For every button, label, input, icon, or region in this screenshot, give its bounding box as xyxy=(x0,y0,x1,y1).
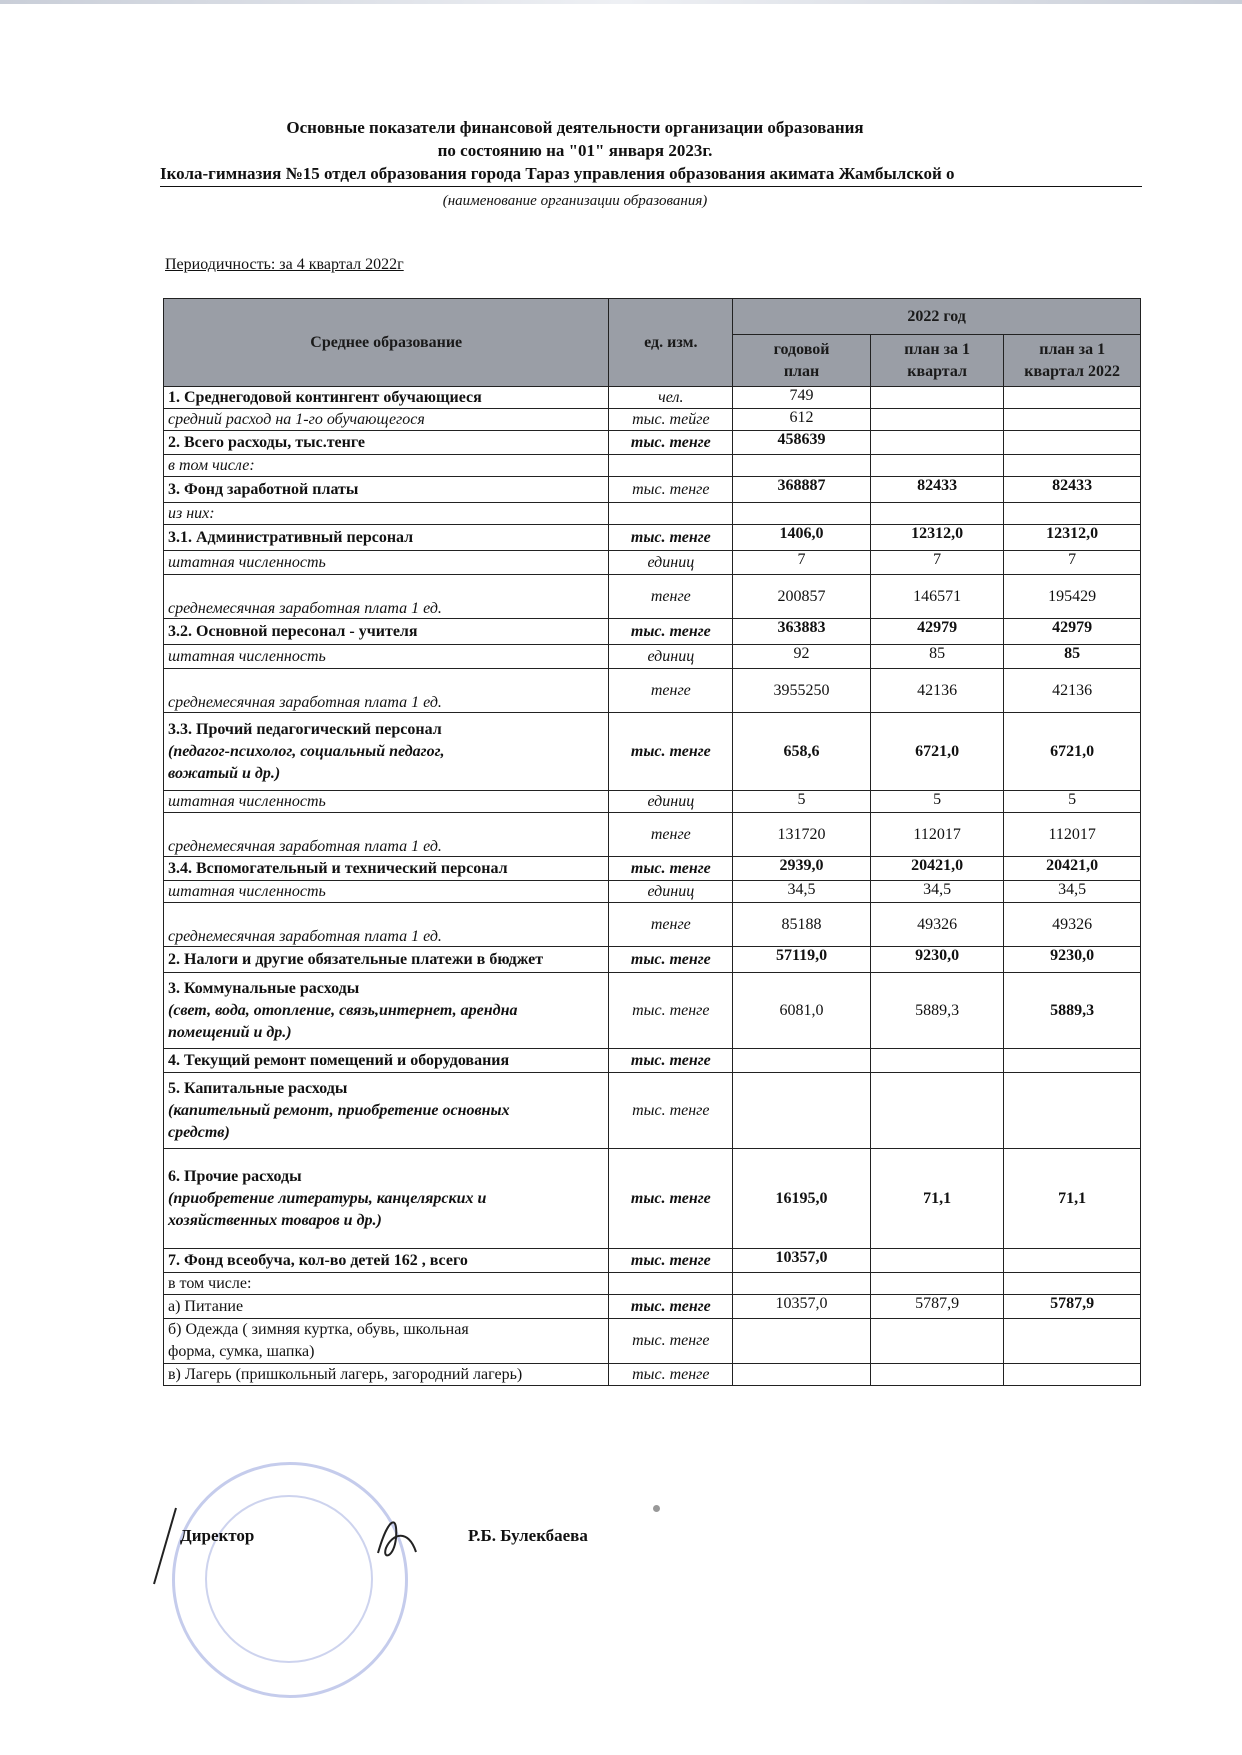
row-value-v3 xyxy=(1004,409,1141,431)
row-value-v3 xyxy=(1004,1073,1141,1149)
row-value-v3 xyxy=(1004,1049,1141,1073)
row-value-v2: 146571 xyxy=(870,575,1003,619)
row-label: 3.2. Основной пересонал - учителя xyxy=(164,619,609,645)
table-row xyxy=(164,973,1141,1049)
table-row xyxy=(164,387,1141,409)
row-value-v3: 112017 xyxy=(1004,813,1141,857)
table-row xyxy=(164,503,1141,525)
row-label: в том числе: xyxy=(164,455,609,477)
row-label: б) Одежда ( зимняя куртка, обувь, школьная форма, сумка, шапка) xyxy=(164,1319,609,1364)
table-row xyxy=(164,857,1141,881)
org-stamp xyxy=(172,1462,408,1698)
table-row xyxy=(164,669,1141,713)
row-unit: тыс. тенге xyxy=(609,1249,733,1273)
row-unit: единиц xyxy=(609,551,733,575)
row-value-v3 xyxy=(1004,1364,1141,1386)
row-value-v3 xyxy=(1004,1319,1141,1364)
table-row xyxy=(164,1295,1141,1319)
period-label: Периодичность: за 4 квартал 2022г xyxy=(165,256,404,273)
row-unit: тенге xyxy=(609,575,733,619)
row-label: 3.3. Прочий педагогический персонал (педагог-психолог, социальный педагог, вожатый и др.) xyxy=(164,713,609,791)
row-unit: тыс. тенге xyxy=(609,477,733,503)
table-row xyxy=(164,1149,1141,1249)
row-value-v2: 20421,0 xyxy=(870,857,1003,881)
table-row xyxy=(164,551,1141,575)
row-label: штатная численность xyxy=(164,881,609,903)
row-unit: единиц xyxy=(609,645,733,669)
row-label: в) Лагерь (пришкольный лагерь, загородний лагерь) xyxy=(164,1364,609,1386)
row-value-v3: 12312,0 xyxy=(1004,525,1141,551)
row-value-v1: 16195,0 xyxy=(733,1149,871,1249)
row-value-v2 xyxy=(870,1319,1003,1364)
table-row xyxy=(164,903,1141,947)
row-value-v1: 92 xyxy=(733,645,871,669)
row-unit: тыс. тенге xyxy=(609,525,733,551)
row-unit: тенге xyxy=(609,903,733,947)
row-value-v3: 9230,0 xyxy=(1004,947,1141,973)
row-label: из них: xyxy=(164,503,609,525)
row-value-v1: 34,5 xyxy=(733,881,871,903)
row-unit xyxy=(609,455,733,477)
row-value-v2: 34,5 xyxy=(870,881,1003,903)
doc-date: по состоянию на "01" января 2023г. xyxy=(437,141,713,160)
row-label: 5. Капитальные расходы (капительный ремонт, приобретение основных средств) xyxy=(164,1073,609,1149)
row-value-v1: 10357,0 xyxy=(733,1295,871,1319)
row-value-v2 xyxy=(870,409,1003,431)
row-value-v2 xyxy=(870,1249,1003,1273)
table-row xyxy=(164,1319,1141,1364)
row-value-v3: 20421,0 xyxy=(1004,857,1141,881)
table-row xyxy=(164,813,1141,857)
row-value-v2 xyxy=(870,1073,1003,1149)
row-value-v2: 85 xyxy=(870,645,1003,669)
row-label: среднемесячная заработная плата 1 ед. xyxy=(164,669,609,713)
row-label: среднемесячная заработная плата 1 ед. xyxy=(164,813,609,857)
row-value-v1: 363883 xyxy=(733,619,871,645)
row-unit: тыс. тенге xyxy=(609,1049,733,1073)
row-value-v3 xyxy=(1004,387,1141,409)
row-value-v2: 9230,0 xyxy=(870,947,1003,973)
row-label: 1. Среднегодовой контингент обучающиеся xyxy=(164,387,609,409)
table-row xyxy=(164,1273,1141,1295)
row-label: а) Питание xyxy=(164,1295,609,1319)
doc-title: Основные показатели финансовой деятельности организации образования xyxy=(286,118,864,137)
table-row xyxy=(164,1249,1141,1273)
row-label: 3. Фонд заработной платы xyxy=(164,477,609,503)
col-header-q1-2022-plan: план за 1 квартал 2022 xyxy=(1004,335,1141,387)
row-unit: тыс. тенге xyxy=(609,1295,733,1319)
row-unit: тыс. тенге xyxy=(609,1364,733,1386)
table-row xyxy=(164,619,1141,645)
table-row xyxy=(164,645,1141,669)
row-value-v1: 6081,0 xyxy=(733,973,871,1049)
row-value-v3: 85 xyxy=(1004,645,1141,669)
row-unit: тыс. тенге xyxy=(609,857,733,881)
row-value-v1 xyxy=(733,1049,871,1073)
row-label: 2. Всего расходы, тыс.тенге xyxy=(164,431,609,455)
signer-title: Директор xyxy=(180,1526,255,1545)
row-label: штатная численность xyxy=(164,551,609,575)
row-label: 4. Текущий ремонт помещений и оборудования xyxy=(164,1049,609,1073)
row-label: штатная численность xyxy=(164,791,609,813)
row-unit: тыс. тенге xyxy=(609,1073,733,1149)
row-unit xyxy=(609,503,733,525)
table-row xyxy=(164,791,1141,813)
row-value-v1 xyxy=(733,1364,871,1386)
table-row xyxy=(164,947,1141,973)
row-value-v3: 5889,3 xyxy=(1004,973,1141,1049)
row-value-v3: 82433 xyxy=(1004,477,1141,503)
col-header-year: 2022 год xyxy=(733,299,1141,335)
scan-edge xyxy=(0,0,1242,4)
row-unit: тыс. тенге xyxy=(609,431,733,455)
row-label: 3. Коммунальные расходы (свет, вода, отопление, связь,интернет, арендна помещений и др.) xyxy=(164,973,609,1049)
row-value-v1 xyxy=(733,455,871,477)
row-unit: тыс. тенге xyxy=(609,947,733,973)
row-value-v3: 195429 xyxy=(1004,575,1141,619)
row-value-v2: 71,1 xyxy=(870,1149,1003,1249)
row-value-v1: 612 xyxy=(733,409,871,431)
row-value-v2: 12312,0 xyxy=(870,525,1003,551)
row-value-v1 xyxy=(733,1073,871,1149)
row-value-v2: 5 xyxy=(870,791,1003,813)
col-header-education: Среднее образование xyxy=(164,299,609,387)
row-value-v2 xyxy=(870,455,1003,477)
row-unit: тенге xyxy=(609,669,733,713)
row-value-v3 xyxy=(1004,1273,1141,1295)
row-unit: тыс. тейге xyxy=(609,409,733,431)
table-row xyxy=(164,1049,1141,1073)
col-header-annual-plan: годовой план xyxy=(733,335,871,387)
row-unit: тыс. тенге xyxy=(609,619,733,645)
scan-speck xyxy=(653,1505,660,1512)
row-unit: тыс. тенге xyxy=(609,1319,733,1364)
row-label: 6. Прочие расходы (приобретение литературы, канцелярских и хозяйственных товаров и др.) xyxy=(164,1149,609,1249)
row-unit: тыс. тенге xyxy=(609,973,733,1049)
row-unit: единиц xyxy=(609,881,733,903)
row-value-v1: 10357,0 xyxy=(733,1249,871,1273)
row-value-v1: 749 xyxy=(733,387,871,409)
row-value-v3: 42979 xyxy=(1004,619,1141,645)
row-value-v3: 6721,0 xyxy=(1004,713,1141,791)
row-value-v3: 5 xyxy=(1004,791,1141,813)
row-value-v1: 3955250 xyxy=(733,669,871,713)
signature-mark xyxy=(368,1508,428,1568)
row-value-v1 xyxy=(733,1273,871,1295)
row-value-v3 xyxy=(1004,431,1141,455)
row-value-v1: 458639 xyxy=(733,431,871,455)
table-row xyxy=(164,1364,1141,1386)
row-value-v3: 7 xyxy=(1004,551,1141,575)
row-value-v3: 34,5 xyxy=(1004,881,1141,903)
row-value-v1: 368887 xyxy=(733,477,871,503)
row-value-v1 xyxy=(733,503,871,525)
row-value-v1: 131720 xyxy=(733,813,871,857)
row-label: штатная численность xyxy=(164,645,609,669)
row-value-v2 xyxy=(870,431,1003,455)
row-label: 7. Фонд всеобуча, кол-во детей 162 , всего xyxy=(164,1249,609,1273)
row-value-v2: 5889,3 xyxy=(870,973,1003,1049)
table-row xyxy=(164,525,1141,551)
row-value-v1: 658,6 xyxy=(733,713,871,791)
row-value-v2: 82433 xyxy=(870,477,1003,503)
row-value-v1: 200857 xyxy=(733,575,871,619)
table-row xyxy=(164,477,1141,503)
col-header-unit: ед. изм. xyxy=(609,299,733,387)
row-unit: тенге xyxy=(609,813,733,857)
row-value-v2 xyxy=(870,1273,1003,1295)
row-value-v2: 112017 xyxy=(870,813,1003,857)
row-value-v3 xyxy=(1004,1249,1141,1273)
row-value-v2 xyxy=(870,503,1003,525)
row-unit xyxy=(609,1273,733,1295)
table-row xyxy=(164,713,1141,791)
col-header-q1-plan: план за 1 квартал xyxy=(870,335,1003,387)
row-label: 3.4. Вспомогательный и технический персонал xyxy=(164,857,609,881)
org-name: Ікола-гимназия №15 отдел образования города Тараз управления образования акимата Жамбылской о xyxy=(160,164,1142,187)
row-value-v2: 49326 xyxy=(870,903,1003,947)
row-value-v3: 71,1 xyxy=(1004,1149,1141,1249)
row-value-v3: 5787,9 xyxy=(1004,1295,1141,1319)
row-unit: чел. xyxy=(609,387,733,409)
row-value-v2: 42136 xyxy=(870,669,1003,713)
row-value-v2: 6721,0 xyxy=(870,713,1003,791)
signature-mark xyxy=(150,1506,180,1586)
row-value-v1: 7 xyxy=(733,551,871,575)
row-label: 2. Налоги и другие обязательные платежи в бюджет xyxy=(164,947,609,973)
row-value-v3: 49326 xyxy=(1004,903,1141,947)
row-value-v3 xyxy=(1004,455,1141,477)
row-label: в том числе: xyxy=(164,1273,609,1295)
row-value-v1: 2939,0 xyxy=(733,857,871,881)
table-row xyxy=(164,431,1141,455)
row-value-v2: 42979 xyxy=(870,619,1003,645)
row-label: среднемесячная заработная плата 1 ед. xyxy=(164,575,609,619)
row-value-v3: 42136 xyxy=(1004,669,1141,713)
row-unit: тыс. тенге xyxy=(609,713,733,791)
row-value-v1: 57119,0 xyxy=(733,947,871,973)
row-value-v2: 5787,9 xyxy=(870,1295,1003,1319)
row-label: 3.1. Административный персонал xyxy=(164,525,609,551)
table-row xyxy=(164,409,1141,431)
row-value-v2 xyxy=(870,1049,1003,1073)
signer-name: Р.Б. Булекбаева xyxy=(468,1526,588,1545)
row-value-v2 xyxy=(870,387,1003,409)
row-value-v1: 1406,0 xyxy=(733,525,871,551)
table-body xyxy=(164,387,1141,1386)
table-row xyxy=(164,455,1141,477)
row-value-v2: 7 xyxy=(870,551,1003,575)
row-value-v2 xyxy=(870,1364,1003,1386)
table-row xyxy=(164,1073,1141,1149)
table-row xyxy=(164,881,1141,903)
org-caption: (наименование организации образования) xyxy=(442,193,708,209)
row-label: средний расход на 1-го обучающегося xyxy=(164,409,609,431)
row-value-v1: 5 xyxy=(733,791,871,813)
indicators-table xyxy=(163,298,1141,1386)
table-row xyxy=(164,575,1141,619)
row-value-v1: 85188 xyxy=(733,903,871,947)
row-value-v3 xyxy=(1004,503,1141,525)
row-unit: тыс. тенге xyxy=(609,1149,733,1249)
row-label: среднемесячная заработная плата 1 ед. xyxy=(164,903,609,947)
row-value-v1 xyxy=(733,1319,871,1364)
row-unit: единиц xyxy=(609,791,733,813)
